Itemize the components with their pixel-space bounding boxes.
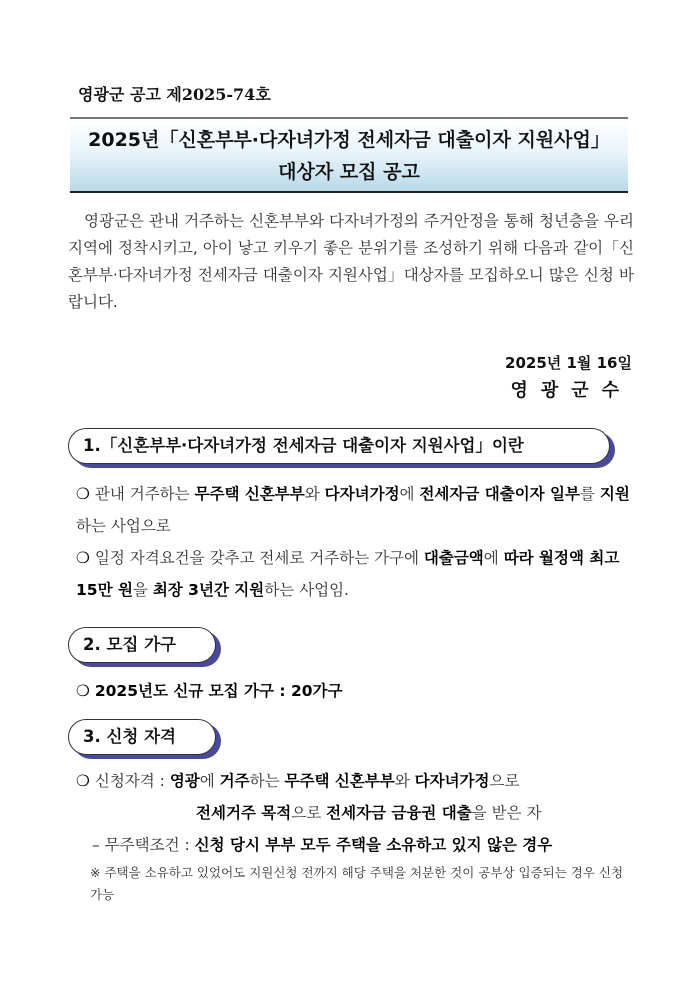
title-banner bbox=[70, 117, 628, 193]
bullet-icon: ❍ bbox=[76, 772, 90, 790]
text: 을 받은 자 bbox=[471, 804, 542, 822]
title-line-2: 대상자 모집 공고 bbox=[278, 161, 420, 183]
text: 관내 거주하는 bbox=[94, 485, 195, 503]
text: 거주 bbox=[219, 772, 250, 790]
text: 따라 월정액 최고 15만 원 bbox=[76, 549, 620, 599]
notice-date: 2025년 1월 16일 bbox=[505, 354, 632, 372]
text: 전세자금 대출이자 일부 bbox=[419, 485, 580, 503]
section-1-heading: 1.「신혼부부·다자녀가정 전세자금 대출이자 지원사업」이란 bbox=[68, 428, 610, 464]
text: 무주택 신혼부부 bbox=[194, 485, 305, 503]
text: 에 bbox=[199, 772, 220, 790]
bullet-icon: ❍ bbox=[76, 549, 90, 567]
text: 하는 사업임. bbox=[264, 581, 349, 599]
signer: 영광군수 bbox=[510, 380, 632, 401]
text: 을 bbox=[132, 581, 153, 599]
section-2-item bbox=[76, 675, 636, 707]
text: 전세거주 목적 bbox=[196, 804, 292, 822]
section-3-item bbox=[76, 765, 636, 797]
intro-paragraph bbox=[68, 208, 634, 316]
text: 와 bbox=[304, 485, 325, 503]
text: 다자녀가정 bbox=[414, 772, 490, 790]
text: 에 bbox=[399, 485, 420, 503]
bullet-icon: ❍ bbox=[76, 682, 90, 700]
text: 으로 bbox=[291, 804, 327, 822]
text: 신청자격 : bbox=[94, 772, 170, 790]
text: 대출금액 bbox=[423, 549, 484, 567]
text: 지원 bbox=[599, 485, 630, 503]
text: 전세자금 금융권 대출 bbox=[326, 804, 472, 822]
footnote: ※ 주택을 소유하고 있었어도 지원신청 전까지 해당 주택을 처분한 것이 공부상 입증되는 경우 신청 가능 bbox=[90, 865, 624, 902]
text: – 무주택조건 : bbox=[92, 836, 195, 854]
text: 다자녀가정 bbox=[324, 485, 400, 503]
section-2-heading: 2. 모집 가구 bbox=[68, 627, 216, 663]
text: 를 bbox=[579, 485, 600, 503]
text: 일정 자격요건을 갖추고 전세로 거주하는 가구에 bbox=[94, 549, 424, 567]
text: 하는 bbox=[249, 772, 285, 790]
text: 2025년도 신규 모집 가구 : 20가구 bbox=[94, 682, 343, 700]
bullet-icon: ❍ bbox=[76, 485, 90, 503]
intro-text: 영광군은 관내 거주하는 신혼부부와 다자녀가정의 주거안정을 통해 청년층을 우리 지역에 정착시키고, 아이 낳고 키우기 좋은 분위기를 조성하기 위해 다음과 같이「신혼부부·다자녀가정 전세자금 대출이자 지원사업」대상자를 모집하오니 많은 신청 바랍니다. bbox=[68, 212, 634, 311]
text: 신청 당시 부부 모두 주택을 소유하고 있지 않은 경우 bbox=[194, 836, 553, 854]
text: 으로 bbox=[489, 772, 520, 790]
text: 무주택 신혼부부 bbox=[284, 772, 395, 790]
text: 영광 bbox=[169, 772, 200, 790]
text: 하는 사업으로 bbox=[76, 517, 171, 535]
no-house-condition bbox=[92, 829, 640, 861]
text: 와 bbox=[394, 772, 415, 790]
text: 에 bbox=[483, 549, 504, 567]
text: 최장 3년간 지원 bbox=[152, 581, 265, 599]
section-3-item-cont bbox=[196, 797, 636, 829]
title-line-1: 2025년「신혼부부·다자녀가정 전세자금 대출이자 지원사업」 bbox=[88, 129, 610, 151]
section-1-item-1 bbox=[76, 478, 636, 542]
document-number: 영광군 공고 제2025-74호 bbox=[78, 85, 271, 104]
section-3-heading: 3. 신청 자격 bbox=[68, 719, 216, 755]
section-1-item-2 bbox=[76, 542, 636, 606]
